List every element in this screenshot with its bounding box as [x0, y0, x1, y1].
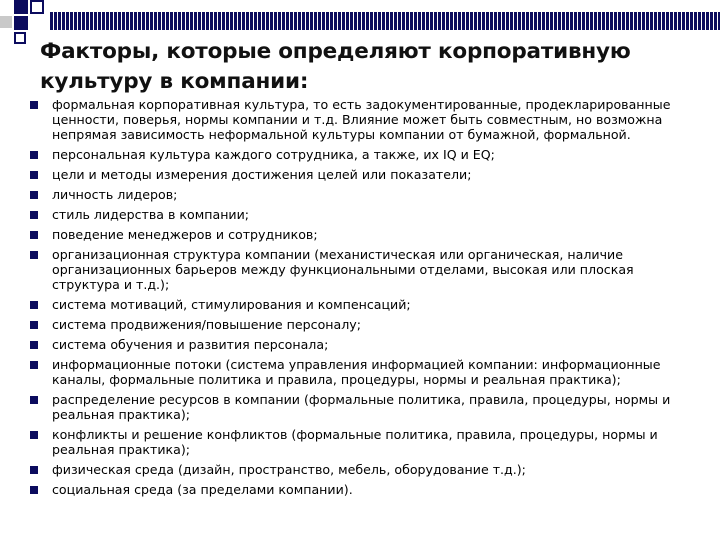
square-bullet-icon: [30, 486, 38, 494]
list-item: [30, 208, 702, 223]
list-item-text: формальная корпоративная культура, то есть задокументированные, продекларированные ценности, поверья, нормы компании и т.д. Влияние может быть совместным, но возможна непрямая зависимость неформальной культуры компании от бумажной, формальной.: [52, 97, 671, 142]
list-item: [30, 188, 702, 203]
list-item-text: конфликты и решение конфликтов (формальные политика, правила, процедуры, нормы и реальная практика);: [52, 426, 658, 457]
list-item-text: социальная среда (за пределами компании).: [52, 481, 353, 497]
decor-square-gray: [0, 16, 12, 28]
list-item: [30, 168, 702, 183]
square-bullet-icon: [30, 151, 38, 159]
decor-square-outline: [30, 0, 44, 14]
decor-square: [14, 0, 28, 14]
square-bullet-icon: [30, 301, 38, 309]
list-item-text: личность лидеров;: [52, 186, 178, 202]
header-stripe-bar: [50, 12, 720, 30]
factor-list: [30, 98, 702, 503]
square-bullet-icon: [30, 251, 38, 259]
list-item-text: персональная культура каждого сотрудника, а также, их IQ и EQ;: [52, 146, 495, 162]
list-item: [30, 98, 702, 142]
list-item: [30, 338, 702, 353]
square-bullet-icon: [30, 396, 38, 404]
list-item: [30, 228, 702, 243]
list-item-text: система продвижения/повышение персоналу;: [52, 316, 361, 332]
list-item: [30, 358, 702, 388]
list-item: [30, 393, 702, 423]
list-item-text: система обучения и развития персонала;: [52, 337, 329, 353]
list-item-text: система мотиваций, стимулирования и компенсаций;: [52, 296, 411, 312]
list-item-text: организационная структура компании (механистическая или органическая, наличие организационных барьеров между функциональными отделами, высокая или плоская структура и т.д.);: [52, 247, 634, 292]
list-item-text: распределение ресурсов в компании (формальные политика, правила, процедуры, нормы и реальная практика);: [52, 392, 671, 422]
list-item-text: физическая среда (дизайн, пространство, мебель, оборудование т.д.);: [52, 461, 526, 477]
square-bullet-icon: [30, 361, 38, 369]
list-item: [30, 298, 702, 313]
list-item: [30, 428, 702, 458]
list-item-text: информационные потоки (система управления информацией компании: информационные каналы, формальные политика и правила, процедуры, нормы и реальная практика);: [52, 357, 661, 387]
list-item: [30, 148, 702, 163]
list-item-text: цели и методы измерения достижения целей или показатели;: [52, 166, 472, 182]
list-item-text: стиль лидерства в компании;: [52, 206, 250, 222]
square-bullet-icon: [30, 341, 38, 349]
list-item: [30, 318, 702, 333]
square-bullet-icon: [30, 171, 38, 179]
slide-title: Факторы, которые определяют корпоративную культуру в компании:: [40, 39, 631, 94]
square-bullet-icon: [30, 321, 38, 329]
list-item: [30, 463, 702, 478]
square-bullet-icon: [30, 231, 38, 239]
square-bullet-icon: [30, 431, 38, 439]
decor-square: [14, 16, 28, 30]
square-bullet-icon: [30, 211, 38, 219]
square-bullet-icon: [30, 466, 38, 474]
square-bullet-icon: [30, 101, 38, 109]
list-item: [30, 248, 702, 292]
list-item-text: поведение менеджеров и сотрудников;: [52, 227, 318, 243]
square-bullet-icon: [30, 191, 38, 199]
list-item: [30, 483, 702, 498]
decor-square-outline: [14, 32, 26, 44]
